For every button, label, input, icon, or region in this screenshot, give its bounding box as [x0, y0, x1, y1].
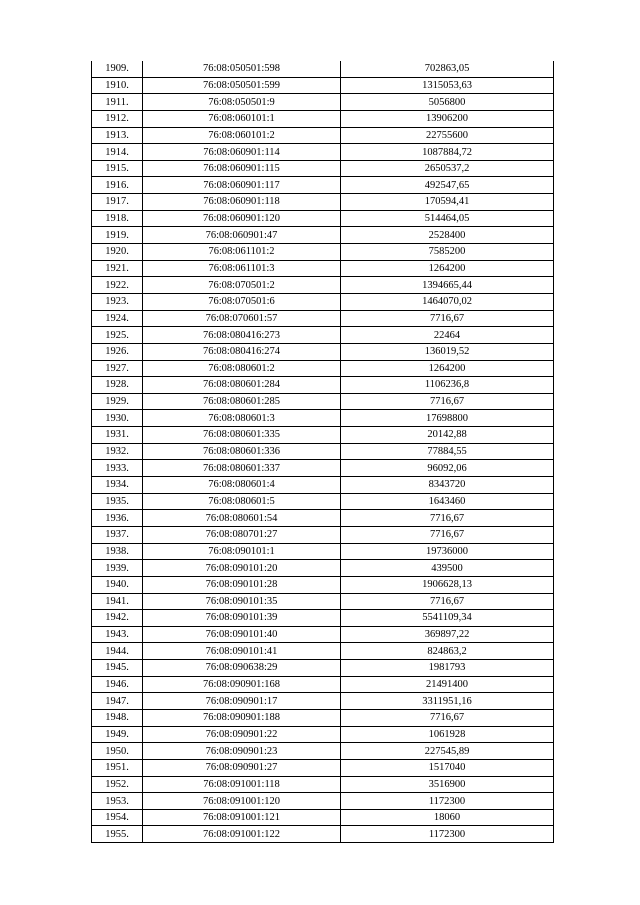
- cadastral-number-cell: 76:08:060901:47: [143, 227, 341, 244]
- table-row: [92, 693, 554, 710]
- table-row: [92, 510, 554, 527]
- cadastral-number-cell: 76:08:080601:4: [143, 477, 341, 494]
- cadastral-value-cell: 18060: [341, 809, 554, 826]
- cadastral-value-cell: 702863,05: [341, 61, 554, 77]
- row-number-cell: 1944.: [92, 643, 143, 660]
- cadastral-number-cell: 76:08:090101:41: [143, 643, 341, 660]
- table-row: [92, 477, 554, 494]
- cadastral-number-cell: 76:08:090901:17: [143, 693, 341, 710]
- cadastral-value-cell: 5541109,34: [341, 610, 554, 627]
- cadastral-number-cell: 76:08:090901:27: [143, 759, 341, 776]
- row-number-cell: 1912.: [92, 110, 143, 127]
- row-number-cell: 1935.: [92, 493, 143, 510]
- cadastral-number-cell: 76:08:080601:2: [143, 360, 341, 377]
- cadastral-number-cell: 76:08:070501:6: [143, 293, 341, 310]
- cadastral-number-cell: 76:08:080601:3: [143, 410, 341, 427]
- cadastral-value-cell: 7716,67: [341, 310, 554, 327]
- row-number-cell: 1916.: [92, 177, 143, 194]
- cadastral-value-cell: 3516900: [341, 776, 554, 793]
- row-number-cell: 1943.: [92, 626, 143, 643]
- table-row: [92, 593, 554, 610]
- table-row: [92, 610, 554, 627]
- cadastral-value-cell: 1172300: [341, 826, 554, 843]
- table-row: [92, 343, 554, 360]
- cadastral-number-cell: 76:08:090101:35: [143, 593, 341, 610]
- table-row: [92, 543, 554, 560]
- cadastral-value-cell: 22464: [341, 327, 554, 344]
- cadastral-value-cell: 439500: [341, 560, 554, 577]
- cadastral-number-cell: 76:08:061101:3: [143, 260, 341, 277]
- table-row: [92, 460, 554, 477]
- cadastral-number-cell: 76:08:060101:1: [143, 110, 341, 127]
- cadastral-value-cell: 96092,06: [341, 460, 554, 477]
- cadastral-value-cell: 22755600: [341, 127, 554, 144]
- cadastral-number-cell: 76:08:070501:2: [143, 277, 341, 294]
- cadastral-value-cell: 1264200: [341, 260, 554, 277]
- cadastral-number-cell: 76:08:060901:114: [143, 144, 341, 161]
- row-number-cell: 1941.: [92, 593, 143, 610]
- cadastral-number-cell: 76:08:090101:40: [143, 626, 341, 643]
- cadastral-value-cell: 1087884,72: [341, 144, 554, 161]
- table-row: [92, 743, 554, 760]
- cadastral-value-cell: 2528400: [341, 227, 554, 244]
- cadastral-value-cell: 7585200: [341, 244, 554, 261]
- cadastral-number-cell: 76:08:050501:9: [143, 94, 341, 111]
- cadastral-value-cell: 5056800: [341, 94, 554, 111]
- cadastral-value-cell: 1264200: [341, 360, 554, 377]
- row-number-cell: 1951.: [92, 759, 143, 776]
- row-number-cell: 1932.: [92, 443, 143, 460]
- cadastral-number-cell: 76:08:060901:117: [143, 177, 341, 194]
- cadastral-number-cell: 76:08:061101:2: [143, 244, 341, 261]
- cadastral-number-cell: 76:08:080701:27: [143, 526, 341, 543]
- table-row: [92, 493, 554, 510]
- row-number-cell: 1933.: [92, 460, 143, 477]
- cadastral-number-cell: 76:08:090101:20: [143, 560, 341, 577]
- cadastral-number-cell: 76:08:060901:120: [143, 210, 341, 227]
- cadastral-value-cell: 227545,89: [341, 743, 554, 760]
- cadastral-number-cell: 76:08:080601:337: [143, 460, 341, 477]
- cadastral-number-cell: 76:08:060101:2: [143, 127, 341, 144]
- table-row: [92, 77, 554, 94]
- row-number-cell: 1945.: [92, 660, 143, 677]
- table-row: [92, 327, 554, 344]
- cadastral-value-cell: 514464,05: [341, 210, 554, 227]
- row-number-cell: 1928.: [92, 377, 143, 394]
- row-number-cell: 1955.: [92, 826, 143, 843]
- row-number-cell: 1929.: [92, 393, 143, 410]
- row-number-cell: 1946.: [92, 676, 143, 693]
- row-number-cell: 1952.: [92, 776, 143, 793]
- row-number-cell: 1948.: [92, 709, 143, 726]
- row-number-cell: 1911.: [92, 94, 143, 111]
- cadastral-number-cell: 76:08:091001:120: [143, 793, 341, 810]
- cadastral-number-cell: 76:08:091001:122: [143, 826, 341, 843]
- cadastral-number-cell: 76:08:090101:1: [143, 543, 341, 560]
- cadastral-value-cell: 1464070,02: [341, 293, 554, 310]
- cadastral-number-cell: 76:08:080601:336: [143, 443, 341, 460]
- row-number-cell: 1937.: [92, 526, 143, 543]
- cadastral-value-cell: 1106236,8: [341, 377, 554, 394]
- row-number-cell: 1927.: [92, 360, 143, 377]
- row-number-cell: 1954.: [92, 809, 143, 826]
- cadastral-value-cell: 1061928: [341, 726, 554, 743]
- row-number-cell: 1953.: [92, 793, 143, 810]
- table-row: [92, 526, 554, 543]
- row-number-cell: 1936.: [92, 510, 143, 527]
- row-number-cell: 1909.: [92, 61, 143, 77]
- cadastral-number-cell: 76:08:050501:599: [143, 77, 341, 94]
- row-number-cell: 1921.: [92, 260, 143, 277]
- cadastral-value-cell: 369897,22: [341, 626, 554, 643]
- cadastral-number-cell: 76:08:091001:118: [143, 776, 341, 793]
- row-number-cell: 1934.: [92, 477, 143, 494]
- row-number-cell: 1926.: [92, 343, 143, 360]
- row-number-cell: 1910.: [92, 77, 143, 94]
- cadastral-number-cell: 76:08:070601:57: [143, 310, 341, 327]
- cadastral-value-cell: 19736000: [341, 543, 554, 560]
- table-row: [92, 144, 554, 161]
- row-number-cell: 1915.: [92, 160, 143, 177]
- row-number-cell: 1939.: [92, 560, 143, 577]
- table-row: [92, 576, 554, 593]
- row-number-cell: 1942.: [92, 610, 143, 627]
- cadastral-value-cell: 3311951,16: [341, 693, 554, 710]
- row-number-cell: 1923.: [92, 293, 143, 310]
- row-number-cell: 1930.: [92, 410, 143, 427]
- cadastral-number-cell: 76:08:080416:273: [143, 327, 341, 344]
- cadastral-number-cell: 76:08:060901:118: [143, 194, 341, 211]
- cadastral-value-cell: 1643460: [341, 493, 554, 510]
- cadastral-number-cell: 76:08:080601:284: [143, 377, 341, 394]
- table-row: [92, 360, 554, 377]
- cadastral-value-cell: 170594,41: [341, 194, 554, 211]
- cadastral-number-cell: 76:08:080416:274: [143, 343, 341, 360]
- row-number-cell: 1938.: [92, 543, 143, 560]
- table-body: [92, 61, 554, 843]
- cadastral-value-cell: 21491400: [341, 676, 554, 693]
- table-row: [92, 726, 554, 743]
- cadastral-value-cell: 13906200: [341, 110, 554, 127]
- table-row: [92, 127, 554, 144]
- cadastral-value-cell: 1172300: [341, 793, 554, 810]
- cadastral-number-cell: 76:08:090901:23: [143, 743, 341, 760]
- table-row: [92, 310, 554, 327]
- table-row: [92, 410, 554, 427]
- table-row: [92, 809, 554, 826]
- cadastral-number-cell: 76:08:050501:598: [143, 61, 341, 77]
- cadastral-value-cell: 8343720: [341, 477, 554, 494]
- table-row: [92, 61, 554, 77]
- row-number-cell: 1917.: [92, 194, 143, 211]
- table-row: [92, 443, 554, 460]
- table-row: [92, 377, 554, 394]
- cadastral-number-cell: 76:08:090901:22: [143, 726, 341, 743]
- cadastral-value-cell: 1517040: [341, 759, 554, 776]
- cadastral-number-cell: 76:08:080601:54: [143, 510, 341, 527]
- cadastral-value-cell: 17698800: [341, 410, 554, 427]
- cadastral-value-cell: 824863,2: [341, 643, 554, 660]
- cadastral-number-cell: 76:08:090901:168: [143, 676, 341, 693]
- table-row: [92, 244, 554, 261]
- cadastral-value-cell: 77884,55: [341, 443, 554, 460]
- cadastral-value-cell: 1906628,13: [341, 576, 554, 593]
- cadastral-number-cell: 76:08:090901:188: [143, 709, 341, 726]
- table-row: [92, 643, 554, 660]
- cadastral-value-cell: 492547,65: [341, 177, 554, 194]
- row-number-cell: 1919.: [92, 227, 143, 244]
- cadastral-number-cell: 76:08:080601:335: [143, 427, 341, 444]
- row-number-cell: 1940.: [92, 576, 143, 593]
- table-row: [92, 776, 554, 793]
- table-row: [92, 194, 554, 211]
- cadastral-number-cell: 76:08:090101:39: [143, 610, 341, 627]
- row-number-cell: 1922.: [92, 277, 143, 294]
- cadastral-value-cell: 1981793: [341, 660, 554, 677]
- table-row: [92, 826, 554, 843]
- row-number-cell: 1949.: [92, 726, 143, 743]
- table-row: [92, 676, 554, 693]
- cadastral-value-cell: 7716,67: [341, 593, 554, 610]
- table-row: [92, 160, 554, 177]
- table-row: [92, 260, 554, 277]
- row-number-cell: 1931.: [92, 427, 143, 444]
- cadastral-value-cell: 7716,67: [341, 393, 554, 410]
- cadastral-value-cell: 2650537,2: [341, 160, 554, 177]
- cadastral-value-cell: 7716,67: [341, 510, 554, 527]
- table-row: [92, 177, 554, 194]
- row-number-cell: 1924.: [92, 310, 143, 327]
- table-row: [92, 626, 554, 643]
- cadastral-number-cell: 76:08:090101:28: [143, 576, 341, 593]
- cadastral-value-table: [91, 61, 554, 843]
- table-row: [92, 94, 554, 111]
- row-number-cell: 1950.: [92, 743, 143, 760]
- cadastral-number-cell: 76:08:080601:285: [143, 393, 341, 410]
- row-number-cell: 1913.: [92, 127, 143, 144]
- cadastral-value-cell: 1394665,44: [341, 277, 554, 294]
- cadastral-number-cell: 76:08:060901:115: [143, 160, 341, 177]
- cadastral-value-cell: 1315053,63: [341, 77, 554, 94]
- row-number-cell: 1914.: [92, 144, 143, 161]
- cadastral-value-cell: 136019,52: [341, 343, 554, 360]
- table-row: [92, 793, 554, 810]
- cadastral-number-cell: 76:08:080601:5: [143, 493, 341, 510]
- row-number-cell: 1918.: [92, 210, 143, 227]
- row-number-cell: 1947.: [92, 693, 143, 710]
- cadastral-value-cell: 20142,88: [341, 427, 554, 444]
- row-number-cell: 1920.: [92, 244, 143, 261]
- table-row: [92, 227, 554, 244]
- row-number-cell: 1925.: [92, 327, 143, 344]
- table-row: [92, 277, 554, 294]
- table-row: [92, 293, 554, 310]
- table-row: [92, 660, 554, 677]
- cadastral-value-cell: 7716,67: [341, 709, 554, 726]
- cadastral-number-cell: 76:08:091001:121: [143, 809, 341, 826]
- table-row: [92, 210, 554, 227]
- table-row: [92, 709, 554, 726]
- table-row: [92, 560, 554, 577]
- table-row: [92, 427, 554, 444]
- table-row: [92, 110, 554, 127]
- table-row: [92, 393, 554, 410]
- cadastral-number-cell: 76:08:090638:29: [143, 660, 341, 677]
- cadastral-value-cell: 7716,67: [341, 526, 554, 543]
- table-row: [92, 759, 554, 776]
